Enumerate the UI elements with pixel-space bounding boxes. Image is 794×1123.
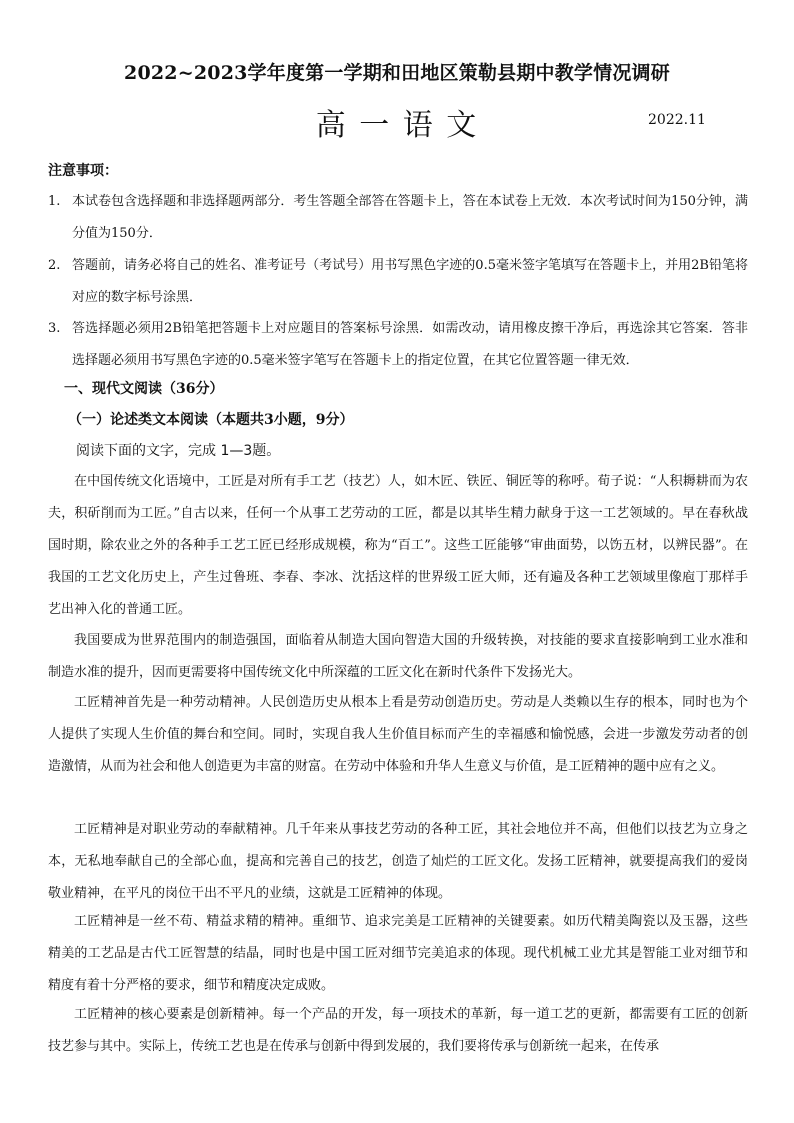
section-heading: 一、现代文阅读（36分）	[64, 381, 224, 397]
notice-item-number: 3.	[48, 321, 61, 336]
exam-date: 2022.11	[648, 112, 706, 128]
notice-item-1	[48, 186, 748, 250]
notice-item-3	[48, 313, 748, 377]
notice-title: 注意事项：	[48, 163, 118, 179]
notice-item-text: 本试卷包含选择题和非选择题两部分．考生答题全部答在答题卡上，答在本试卷上无效．本次考试时间为150分钟，满分值为150分．	[72, 194, 748, 241]
notice-item-text: 答选择题必须用2B铅笔把答题卡上对应题目的答案标号涂黑．如需改动，请用橡皮擦干净后，再选涂其它答案．答非选择题必须用书写黑色字迹的0.5毫米签字笔写在答题卡上的指定位置，在其它位置答题一律无效．	[72, 321, 748, 368]
exam-title: 2022~2023学年度第一学期和田地区策勒县期中教学情况调研	[124, 62, 670, 84]
notice-item-number: 2.	[48, 258, 61, 273]
subject-title: 高 一 语 文	[315, 108, 479, 143]
passage-paragraph-1: 在中国传统文化语境中，工匠是对所有手工艺（技艺）人，如木匠、铁匠、铜匠等的称呼。荀子说：“人积耨耕而为农夫，积斫削而为工匠。”自古以来，任何一个从事工艺劳动的工匠，都是以其毕生精力献身于这一工艺领域的。早在春秋战国时期，除农业之外的各种手工艺工匠已经形成规模，称为“百工”。这些工匠能够“审曲面势，以饬五材，以辨民器”。在我国的工艺文化历史上，产生过鲁班、李春、李冰、沈括这样的世界级工匠大师，还有遍及各种工艺领域里像庖丁那样手艺出神入化的普通工匠。	[48, 474, 748, 617]
notice-item-number: 1.	[48, 194, 61, 209]
passage-paragraph-3: 工匠精神首先是一种劳动精神。人民创造历史从根本上看是劳动创造历史。劳动是人类赖以生存的根本，同时也为个人提供了实现人生价值的舞台和空间。同时，实现自我人生价值目标而产生的幸福感和愉悦感，会进一步激发劳动者的创造激情，从而为社会和他人创造更为丰富的财富。在劳动中体验和升华人生意义与价值，是工匠精神的题中应有之义。	[48, 695, 748, 774]
passage-paragraph-6: 工匠精神的核心要素是创新精神。每一个产品的开发，每一项技术的革新，每一道工艺的更新，都需要有工匠的创新技艺参与其中。实际上，传统工艺也是在传承与创新中得到发展的，我们要将传承与创新统一起来，在传承	[48, 1007, 748, 1054]
passage-paragraph-5: 工匠精神是一丝不苟、精益求精的精神。重细节、追求完美是工匠精神的关键要素。如历代精美陶瓷以及玉器，这些精美的工艺品是古代工匠智慧的结晶，同时也是中国工匠对细节完美追求的体现。现代机械工业尤其是智能工业对细节和精度有着十分严格的要求，细节和精度决定成败。	[48, 914, 748, 993]
reading-instruction: 阅读下面的文字，完成 1—3题。	[76, 443, 281, 459]
passage-paragraph-2: 我国要成为世界范围内的制造强国，面临着从制造大国向智造大国的升级转换，对技能的要求直接影响到工业水准和制造水准的提升，因而更需要将中国传统文化中所深蕴的工匠文化在新时代条件下发扬光大。	[48, 633, 748, 680]
passage-paragraph-4: 工匠精神是对职业劳动的奉献精神。几千年来从事技艺劳动的各种工匠，其社会地位并不高，但他们以技艺为立身之本，无私地奉献自己的全部心血，提高和完善自己的技艺，创造了灿烂的工匠文化。发扬工匠精神，就要提高我们的爱岗敬业精神，在平凡的岗位干出不平凡的业绩，这就是工匠精神的体现。	[48, 822, 748, 901]
notice-item-text: 答题前，请务必将自己的姓名、准考证号（考试号）用书写黑色字迹的0.5毫米签字笔填写在答题卡上，并用2B铅笔将对应的数字标号涂黑．	[72, 258, 748, 305]
subsection-heading: （一）论述类文本阅读（本题共3小题，9分）	[68, 412, 354, 428]
notice-item-2	[48, 250, 748, 314]
